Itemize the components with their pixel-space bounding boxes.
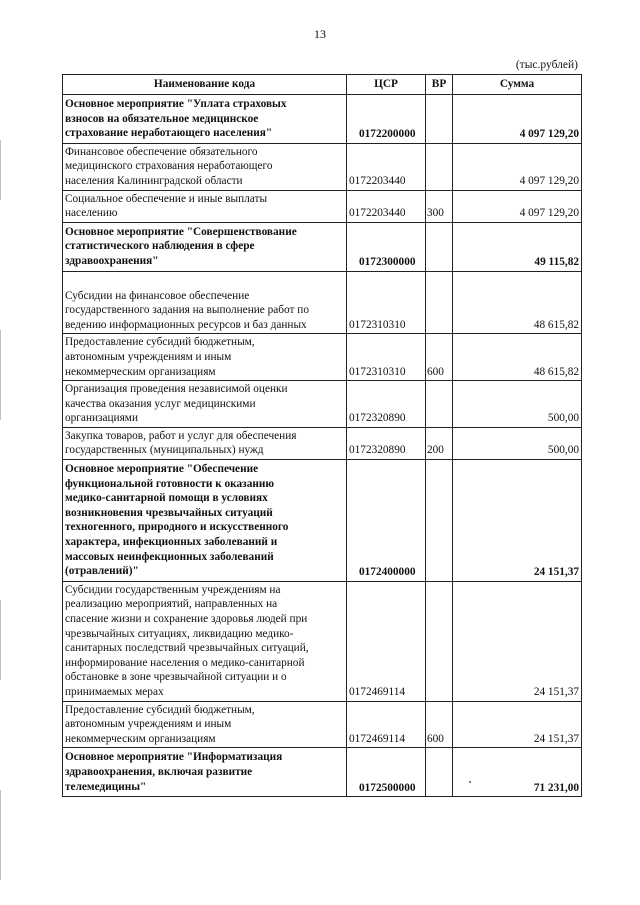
row-name-line: ведению информационных ресурсов и баз данных	[65, 318, 307, 331]
table-header-row	[63, 75, 582, 95]
row-vr-cell: 600	[426, 701, 453, 748]
table-row	[63, 222, 582, 271]
row-sum-cell: 48 615,82	[453, 271, 582, 334]
row-name-line: качества оказания услуг медицинскими	[65, 397, 256, 410]
row-name-cell	[63, 222, 347, 271]
row-name-cell	[63, 381, 347, 428]
row-name-line: Субсидии на финансовое обеспечение	[65, 289, 250, 302]
row-name-line: Предоставление субсидий бюджетным,	[65, 336, 255, 349]
margin-mark	[0, 600, 1, 680]
row-name-line: массовых неинфекционных заболеваний	[65, 550, 274, 563]
row-csr-cell: 0172203440	[347, 143, 426, 190]
row-vr-cell	[426, 748, 453, 797]
budget-table	[62, 74, 582, 797]
row-csr-cell: 0172310310	[347, 334, 426, 381]
row-sum-cell: 4 097 129,20	[453, 190, 582, 222]
units-label: (тыс.рублей)	[515, 59, 578, 71]
table-row	[63, 460, 582, 582]
row-name-line: возникновения чрезвычайных ситуаций	[65, 506, 273, 519]
row-vr-cell	[426, 222, 453, 271]
row-csr-cell: 0172400000	[347, 460, 426, 582]
row-vr-cell	[426, 460, 453, 582]
row-csr-cell: 0172310310	[347, 271, 426, 334]
row-name-line: Организация проведения независимой оценки	[65, 383, 288, 396]
row-name-line: организациями	[65, 412, 138, 425]
row-name-line: статистического наблюдения в сфере	[65, 240, 255, 253]
header-vr: ВР	[426, 75, 453, 95]
row-csr-cell: 0172469114	[347, 701, 426, 748]
row-name-line: некоммерческим организациям	[65, 732, 216, 745]
table-row	[63, 143, 582, 190]
row-name-line: взносов на обязательное медицинское	[65, 112, 259, 125]
table-row	[63, 381, 582, 428]
row-sum-cell: 500,00	[453, 427, 582, 459]
row-vr-cell	[426, 271, 453, 334]
row-vr-cell	[426, 95, 453, 144]
row-sum-cell: 4 097 129,20	[453, 95, 582, 144]
table-row	[63, 95, 582, 144]
row-name-line: Закупка товаров, работ и услуг для обеспечения	[65, 429, 297, 442]
table-row	[63, 334, 582, 381]
row-name-line: медико-санитарной помощи в условиях	[65, 492, 268, 505]
row-vr-cell: 200	[426, 427, 453, 459]
row-csr-cell: 0172320890	[347, 381, 426, 428]
table-body	[63, 95, 582, 797]
row-name-line: Социальное обеспечение и иные выплаты	[65, 192, 268, 205]
row-name-line: чрезвычайных ситуациях, ликвидацию медико-	[65, 627, 294, 640]
margin-mark	[0, 140, 1, 200]
row-name-line: Основное мероприятие "Уплата страховых	[65, 98, 287, 110]
row-name-line: населения Калининградской области	[65, 174, 243, 187]
row-name-line: автономным учреждениям и иным	[65, 718, 232, 731]
row-name-line: здравоохранения"	[65, 254, 159, 267]
row-sum-cell: 24 151,37	[453, 701, 582, 748]
row-sum-cell: 24 151,37	[453, 581, 582, 701]
row-name-line: населению	[65, 207, 118, 220]
row-name-line: Субсидии государственным учреждениям на	[65, 583, 281, 596]
row-name-line: Основное мероприятие "Информатизация	[65, 751, 283, 764]
row-sum-cell: 500,00	[453, 381, 582, 428]
row-vr-cell: 300	[426, 190, 453, 222]
row-sum-cell: 71 231,00	[453, 748, 582, 797]
row-name-line: автономным учреждениям и иным	[65, 350, 232, 363]
row-name-line: санитарных последствий чрезвычайных ситуаций,	[65, 642, 309, 655]
row-vr-cell: 600	[426, 334, 453, 381]
margin-mark	[0, 790, 1, 880]
row-sum-cell: 49 115,82	[453, 222, 582, 271]
row-name-cell	[63, 271, 347, 334]
row-csr-cell: 0172469114	[347, 581, 426, 701]
row-name-line: государственных (муниципальных) нужд	[65, 444, 264, 457]
row-name-cell	[63, 581, 347, 701]
row-sum-cell: 24 151,37	[453, 460, 582, 582]
row-csr-cell: 0172200000	[347, 95, 426, 144]
row-name-cell	[63, 701, 347, 748]
header-csr: ЦСР	[347, 75, 426, 95]
row-name-line: страхование неработающего населения"	[65, 127, 273, 140]
row-name-line: информирование населения о медико-санитарной	[65, 656, 305, 669]
row-sum-cell: 48 615,82	[453, 334, 582, 381]
row-name-cell	[63, 334, 347, 381]
row-name-line: медицинского страхования неработающего	[65, 160, 273, 173]
row-csr-cell: 0172320890	[347, 427, 426, 459]
row-name-line: реализацию мероприятий, направленных на	[65, 598, 278, 611]
row-name-line: (отравлений)"	[65, 565, 139, 578]
row-name-line: принимаемых мерах	[65, 685, 164, 698]
table-row	[63, 271, 582, 334]
row-name-line: обстановке в зоне чрезвычайной ситуации и о	[65, 671, 287, 684]
row-name-cell	[63, 748, 347, 797]
row-name-line: функциональной готовности к оказанию	[65, 477, 275, 490]
table-row	[63, 190, 582, 222]
row-vr-cell	[426, 381, 453, 428]
row-vr-cell	[426, 581, 453, 701]
row-name-line: техногенного, природного и искусственного	[65, 521, 289, 534]
row-name-line: государственного задания на выполнение работ по	[65, 304, 309, 317]
table-row	[63, 581, 582, 701]
row-name-line: Основное мероприятие "Обеспечение	[65, 463, 259, 476]
row-csr-cell: 0172500000	[347, 748, 426, 797]
row-csr-cell: 0172203440	[347, 190, 426, 222]
scan-dot	[469, 781, 471, 783]
header-name: Наименование кода	[63, 75, 347, 95]
row-sum-cell: 4 097 129,20	[453, 143, 582, 190]
row-name-cell	[63, 95, 347, 144]
row-name-line: Предоставление субсидий бюджетным,	[65, 703, 255, 716]
row-name-line: характера, инфекционных заболеваний и	[65, 536, 278, 549]
row-name-line: некоммерческим организациям	[65, 365, 216, 378]
table-row	[63, 427, 582, 459]
row-name-line: телемедицины"	[65, 780, 147, 793]
margin-mark	[0, 330, 1, 420]
row-name-line: здравоохранения, включая развитие	[65, 765, 253, 778]
row-name-cell	[63, 427, 347, 459]
header-sum: Сумма	[453, 75, 582, 95]
row-name-line: спасение жизни и сохранение здоровья людей при	[65, 613, 308, 625]
row-name-cell	[63, 460, 347, 582]
row-name-line: Основное мероприятие "Совершенствование	[65, 225, 297, 238]
table-row	[63, 748, 582, 797]
table-row	[63, 701, 582, 748]
page-number: 13	[314, 27, 326, 41]
row-name-cell	[63, 143, 347, 190]
row-name-cell	[63, 190, 347, 222]
row-vr-cell	[426, 143, 453, 190]
row-name-line: Финансовое обеспечение обязательного	[65, 145, 258, 158]
row-csr-cell: 0172300000	[347, 222, 426, 271]
